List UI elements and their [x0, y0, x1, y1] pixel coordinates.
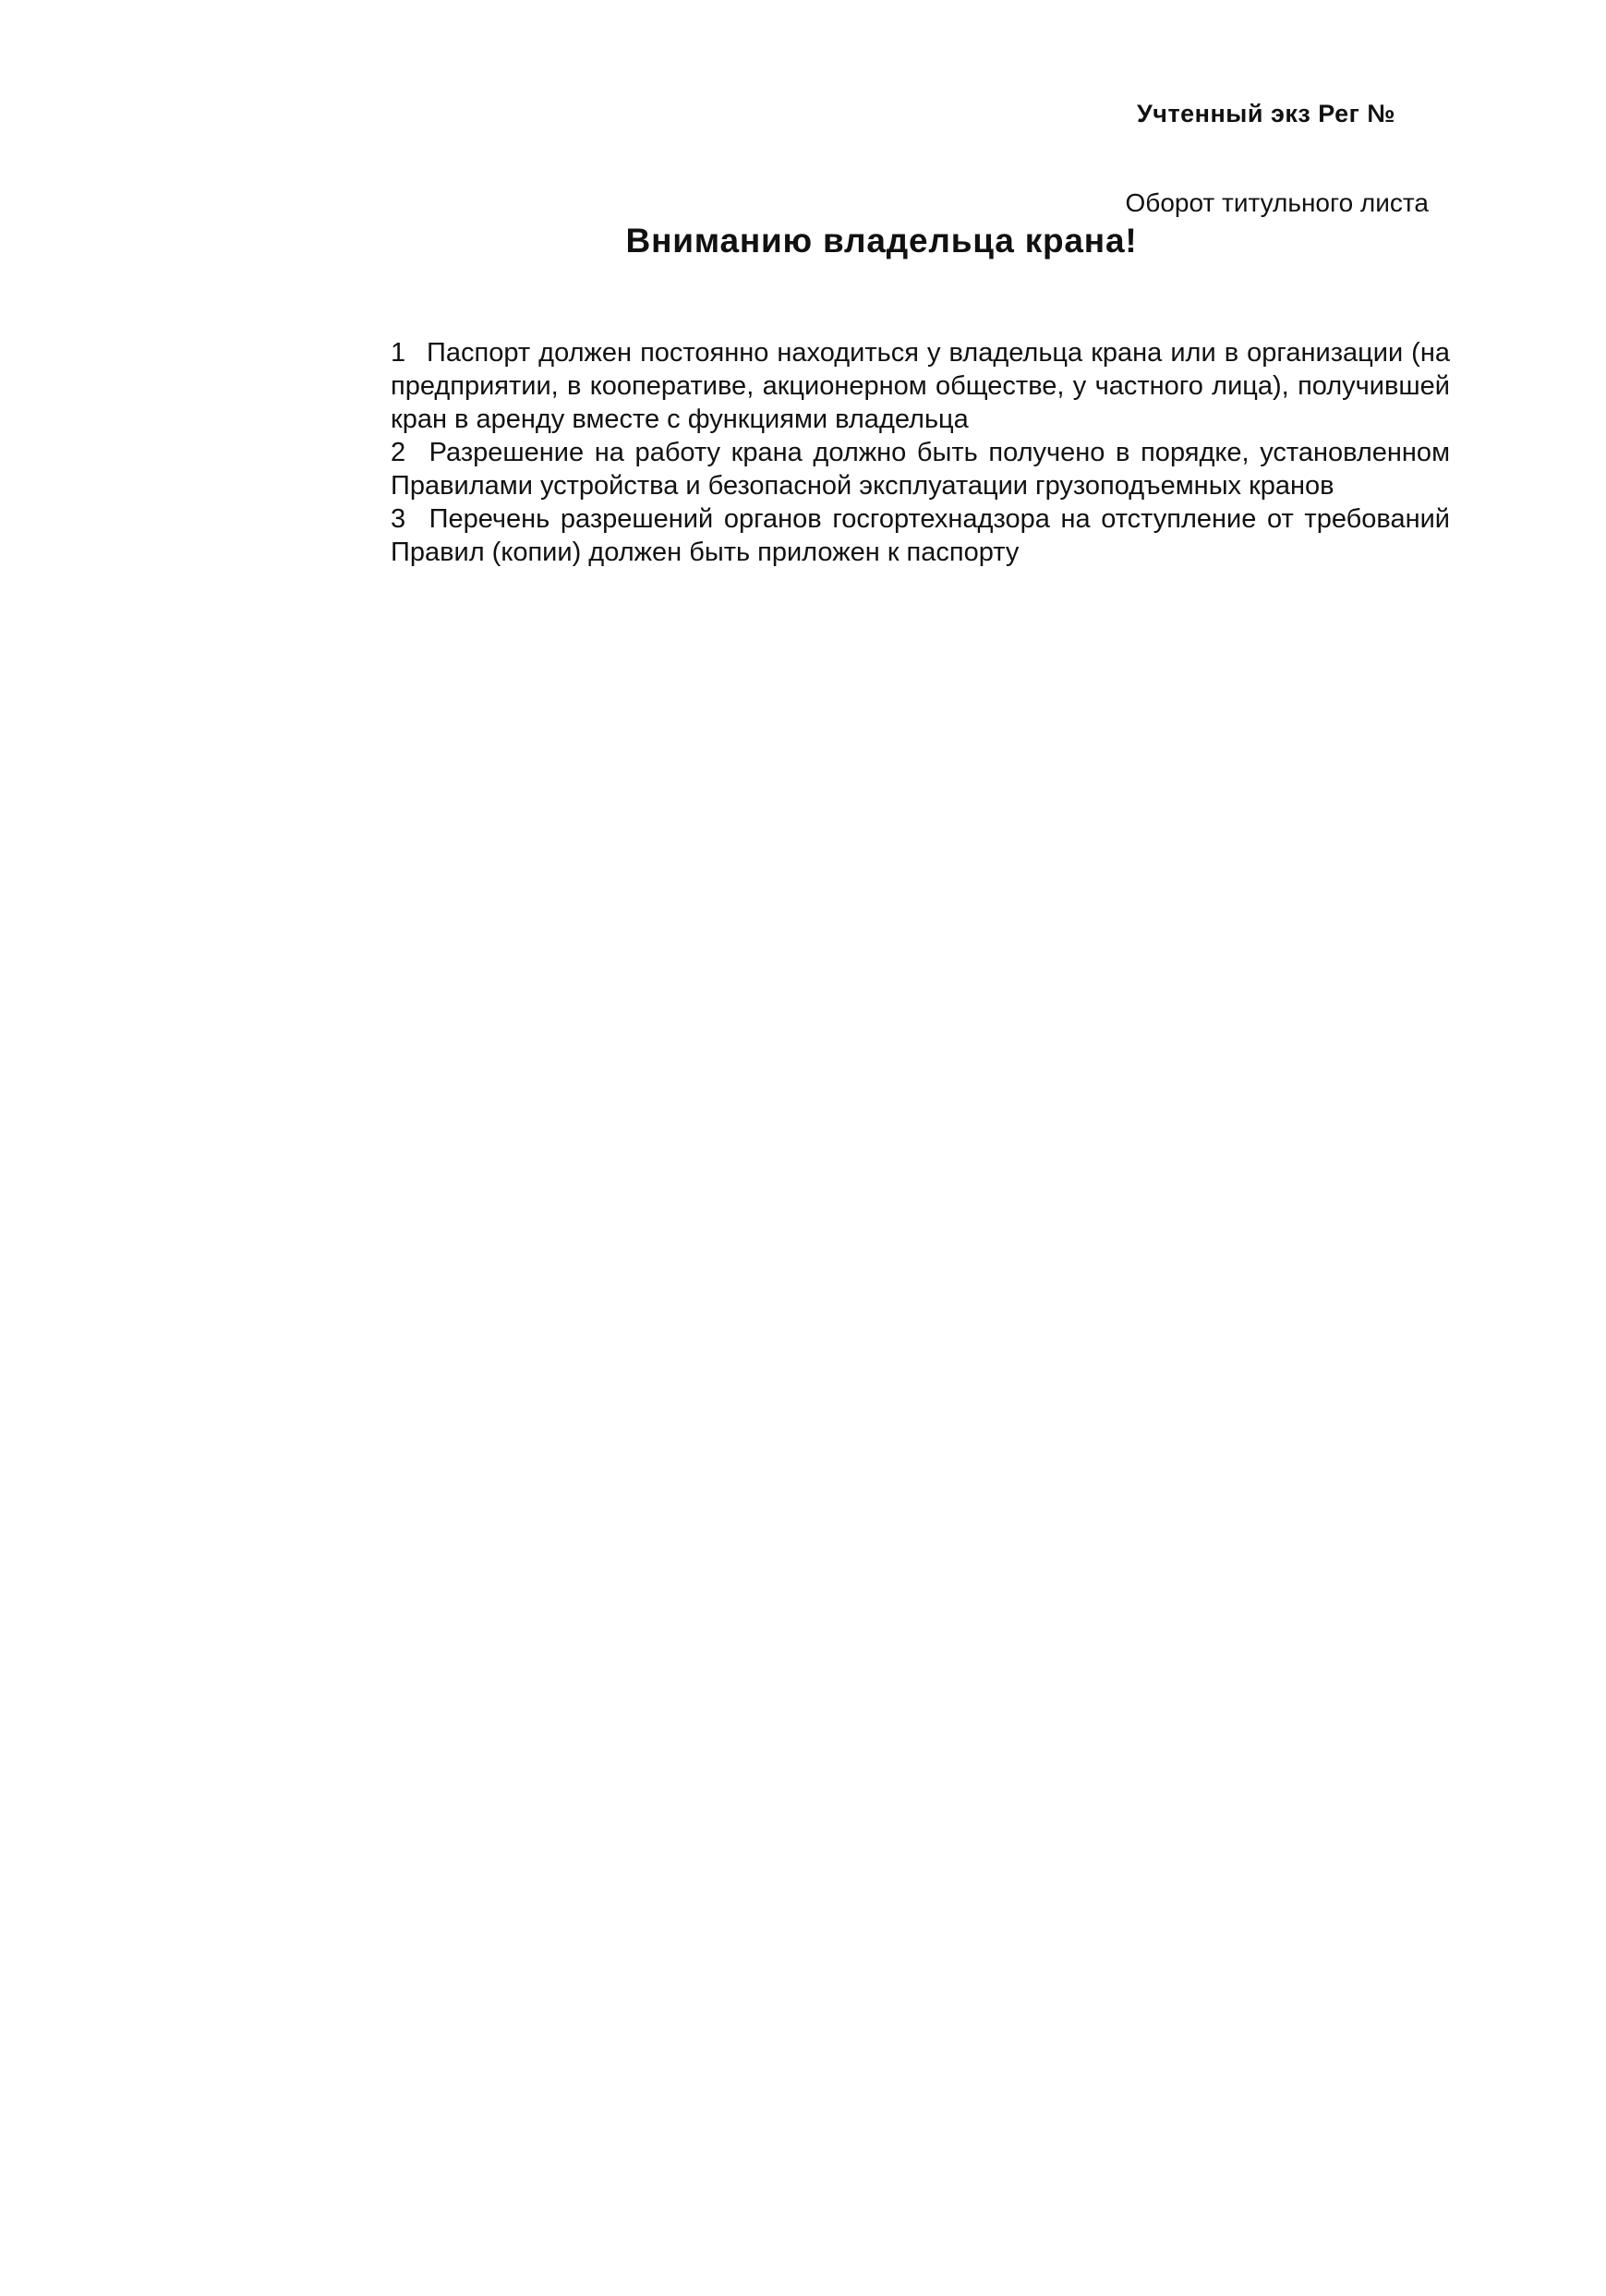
list-item — [391, 502, 1450, 569]
page-label: Оборот титульного листа — [1125, 188, 1429, 217]
registration-line: Учтенный экз Рег № — [1136, 100, 1395, 127]
list-item — [391, 436, 1450, 502]
item-text: Перечень разрешений органов госгортехнадзора на отступление от требований Правил (копии) должен быть приложен к паспорту — [391, 504, 1450, 567]
item-number: 1 — [391, 338, 406, 368]
item-text: Разрешение на работу крана должно быть получено в порядке, установленном Правилами устройства и безопасной эксплуатации грузоподъемных кранов — [391, 438, 1451, 501]
item-number: 3 — [391, 504, 406, 534]
item-text: Паспорт должен постоянно находиться у владельца крана или в организации (на предприятии, в кооперативе, акционерном обществе, у частного лица), получившей кран в аренду вместе с функциями владельца — [391, 338, 1450, 434]
instruction-list — [391, 336, 1450, 569]
list-item — [391, 336, 1450, 436]
item-number: 2 — [391, 438, 406, 467]
page-title: Вниманию владельца крана! — [625, 222, 1138, 260]
